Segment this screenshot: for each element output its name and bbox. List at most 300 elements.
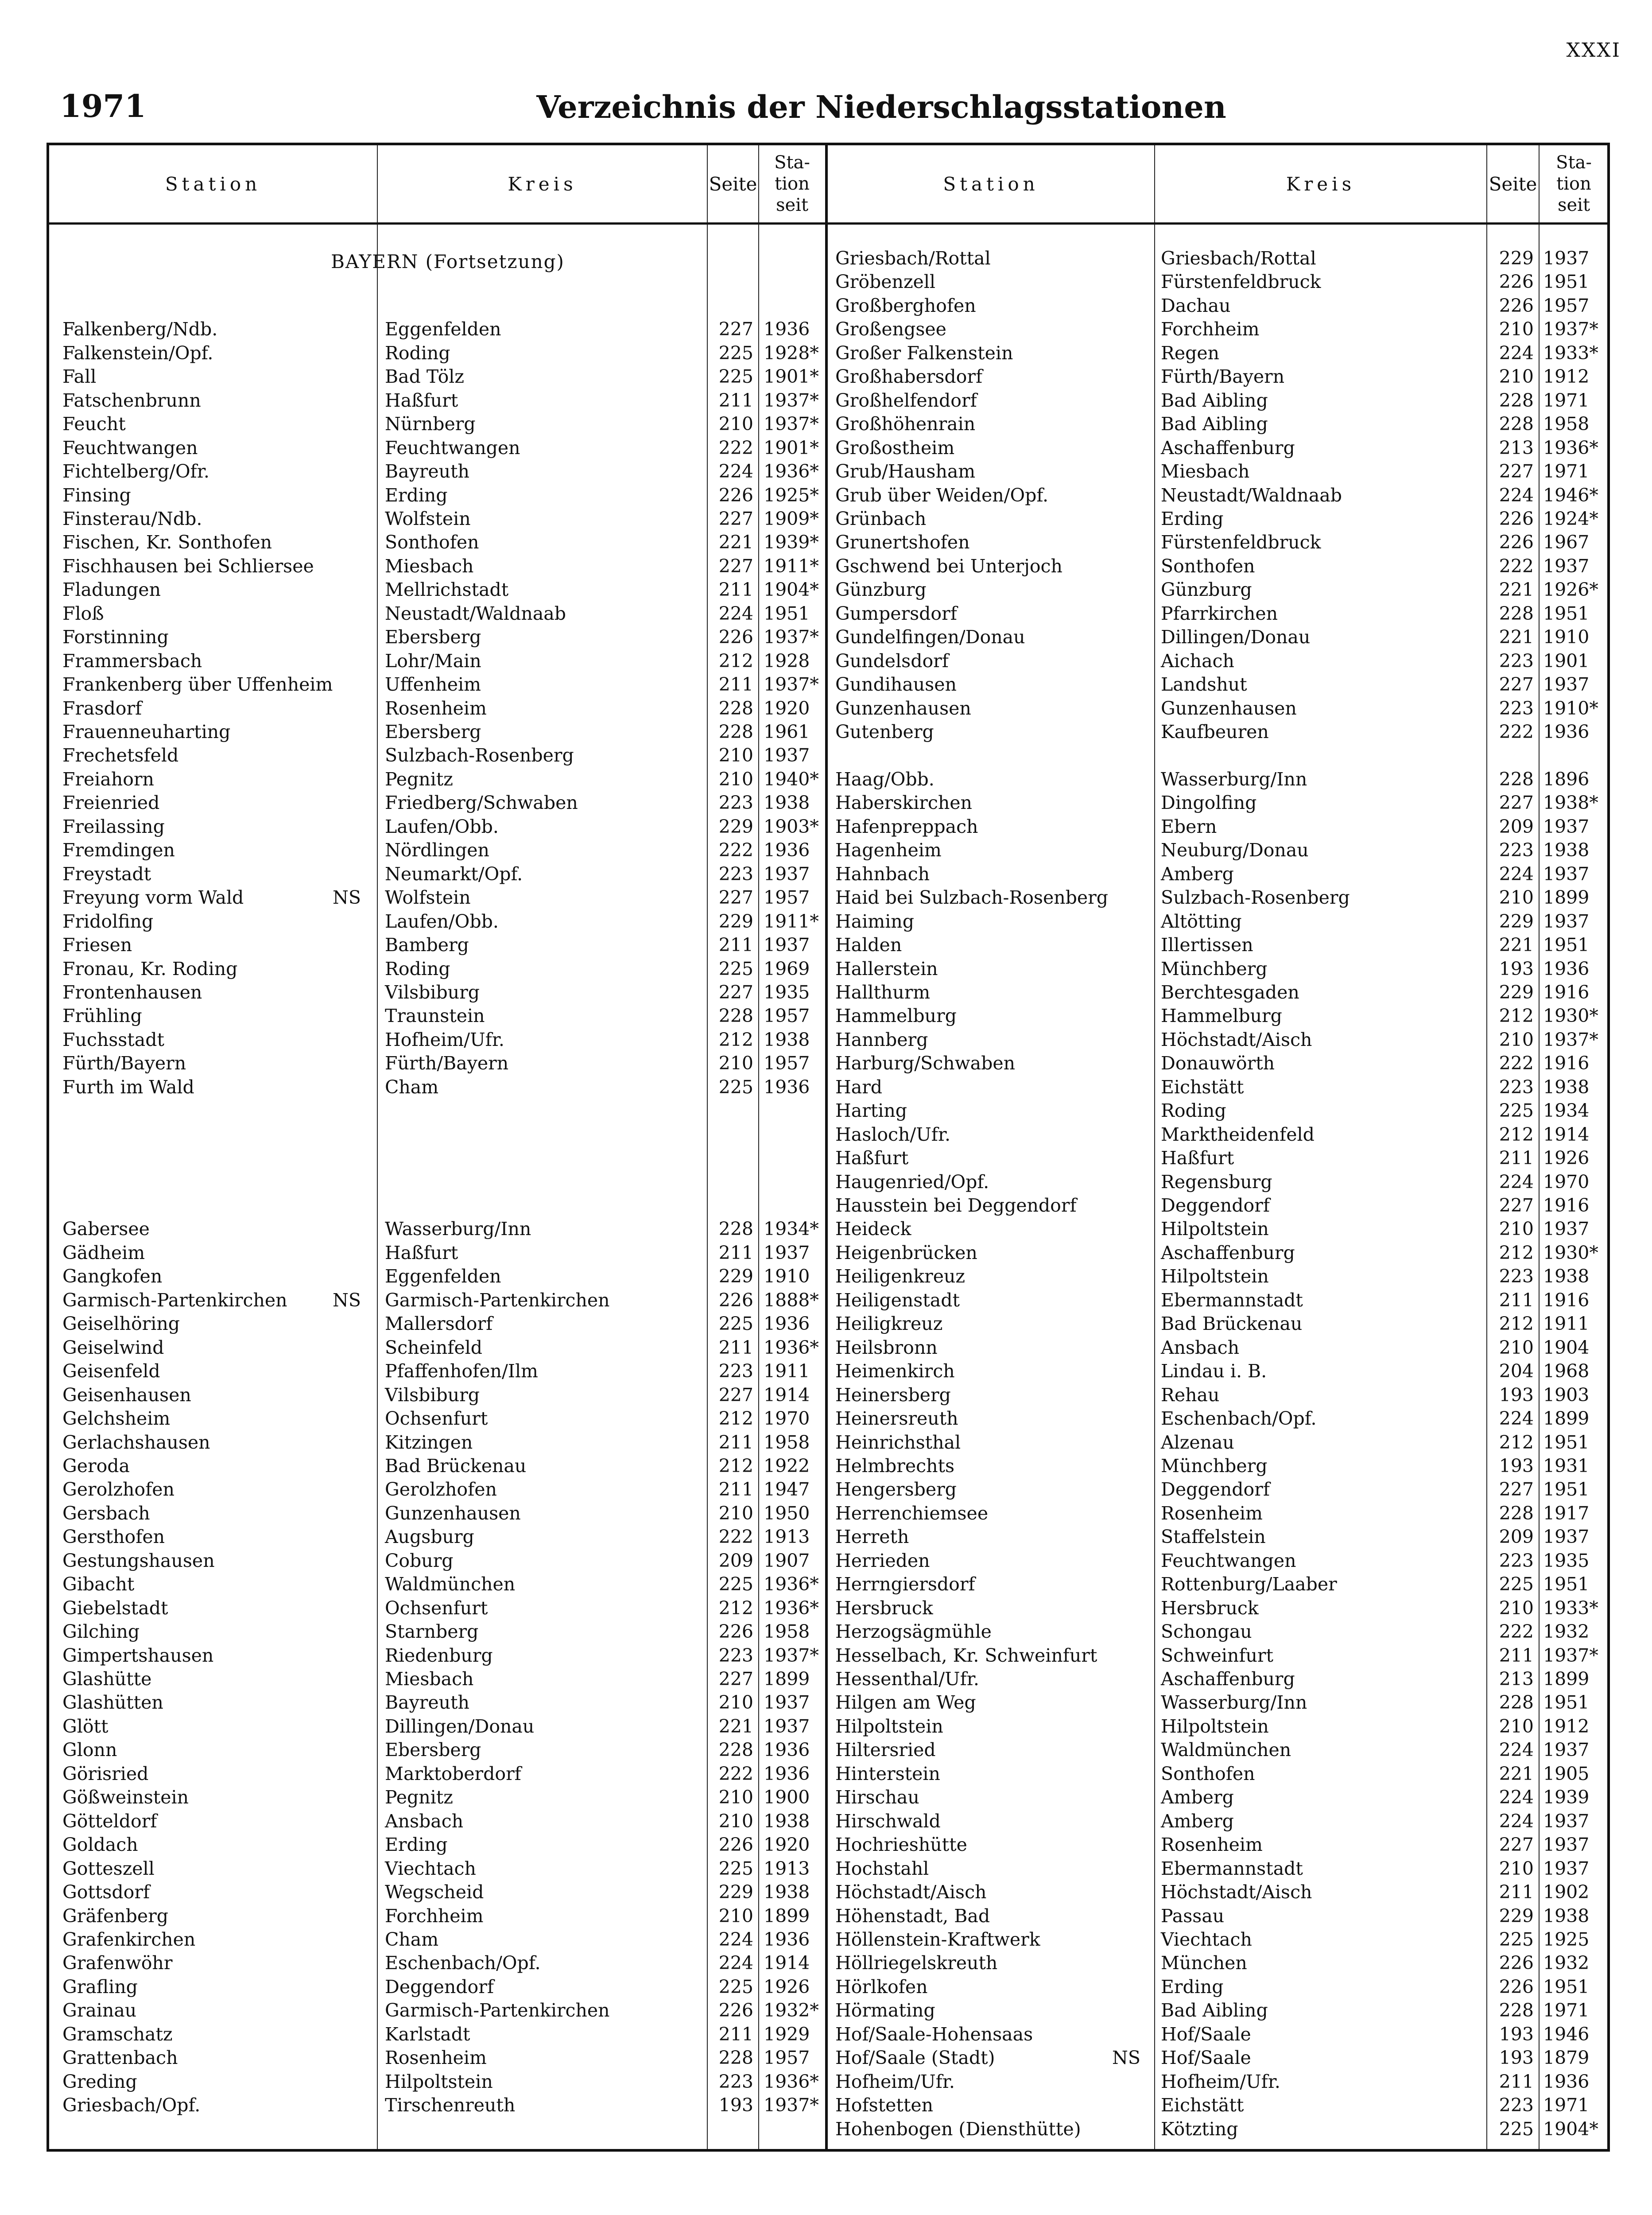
station-since: 1900 [764,1787,810,1808]
station-since: 1937* [1543,1029,1598,1050]
seite-value: 210 [718,1905,753,1927]
header-seit-line: tion [775,174,810,194]
region-label: BAYERN (Fortsetzung) [331,251,565,272]
station-since: 1937 [764,1692,810,1714]
station-since: 1911 [1543,1313,1590,1335]
station-name: Großhabersdorf [835,366,983,388]
seite-value: 224 [1499,863,1534,885]
kreis-name: Eschenbach/Opf. [1161,1408,1317,1430]
kreis-name: Friedberg/Schwaben [385,792,578,814]
station-name: Gerolzhofen [62,1479,175,1500]
header-seit-line: Sta- [1556,152,1592,173]
station-since: 1951 [1543,934,1590,956]
station-name: Falkenberg/Ndb. [62,319,218,340]
kreis-name: Erding [1161,1976,1224,1997]
station-name: Grafling [62,1976,138,1997]
station-name: Gerlachshausen [62,1431,210,1453]
kreis-name: Haßfurt [385,389,458,411]
seite-value: 193 [718,2095,753,2116]
station-since: 1936* [764,461,819,482]
kreis-name: Roding [385,958,450,979]
kreis-name: München [1161,1952,1247,1974]
kreis-name: Hersbruck [1161,1597,1259,1619]
kreis-name: Bayreuth [385,461,469,482]
station-name: Götteldorf [62,1810,157,1832]
kreis-name: Lindau i. B. [1161,1360,1267,1382]
station-since: 1957 [764,2047,810,2069]
seite-value: 221 [1499,626,1534,648]
kreis-name: Fürstenfeldbruck [1161,532,1321,553]
kreis-name: Coburg [385,1550,454,1571]
station-name: Gimpertshausen [62,1644,214,1666]
col-divider [1154,145,1155,2149]
kreis-name: Miesbach [385,555,474,577]
seite-value: 225 [718,1857,753,1879]
kreis-name: Roding [1161,1100,1226,1122]
station-name: Freiahorn [62,768,154,790]
seite-value: 224 [718,461,753,482]
seite-value: 221 [1499,1763,1534,1784]
station-name: Großer Falkenstein [835,342,1013,364]
station-since: 1971 [1543,389,1590,411]
station-name: Hausstein bei Deggendorf [835,1195,1077,1216]
kreis-name: Bad Tölz [385,366,465,388]
station-since: 1913 [764,1526,810,1548]
station-since: 1909* [764,508,819,529]
station-since: 1950 [764,1502,810,1524]
seite-value: 227 [1499,1479,1534,1500]
station-since: 1970 [764,1408,810,1430]
seite-value: 209 [718,1550,753,1571]
kreis-name: Dingolfing [1161,792,1257,814]
station-name: Fichtelberg/Ofr. [62,461,209,482]
station-since: 1938 [764,792,810,814]
station-name: Fürth/Bayern [62,1053,186,1074]
seite-value: 193 [1499,1384,1534,1406]
station-since: 1946 [1543,2023,1590,2045]
station-name: Herrngiersdorf [835,1574,975,1595]
station-since: 1899 [1543,1668,1590,1690]
header-seit-line: Sta- [774,152,810,173]
station-name: Frauenneuharting [62,721,231,742]
kreis-name: Cham [385,1076,439,1098]
kreis-name: Amberg [1161,1787,1234,1808]
seite-value: 228 [1499,768,1534,790]
station-since: 1899 [764,1905,810,1927]
station-name: Helmbrechts [835,1455,955,1477]
seite-value: 211 [718,1242,753,1263]
station-since: 1936 [1543,958,1590,979]
station-since: 1951 [1543,1431,1590,1453]
seite-value: 222 [1499,1621,1534,1643]
seite-value: 212 [1499,1123,1534,1145]
station-name: Heiligkreuz [835,1313,943,1335]
station-since: 1899 [764,1668,810,1690]
station-since: 1910* [1543,697,1598,719]
station-name: Grub über Weiden/Opf. [835,484,1049,506]
station-since: 1914 [764,1384,810,1406]
seite-value: 227 [718,555,753,577]
station-name: Falkenstein/Opf. [62,342,213,364]
seite-value: 224 [1499,1408,1534,1430]
seite-value: 211 [718,389,753,411]
station-since: 1951 [1543,1692,1590,1714]
station-since: 1937 [1543,674,1590,696]
seite-value: 210 [1499,319,1534,340]
station-name: Frontenhausen [62,981,202,1003]
kreis-name: Neumarkt/Opf. [385,863,523,885]
kreis-name: Ebersberg [385,721,481,742]
station-name: Halden [835,934,902,956]
seite-value: 225 [1499,1574,1534,1595]
kreis-name: Sonthofen [385,532,479,553]
center-divider [825,145,828,2149]
station-name: Gabersee [62,1218,150,1240]
station-since: 1936 [1543,2071,1590,2092]
kreis-name: Ebersberg [385,1739,481,1761]
kreis-name: Ebermannstadt [1161,1289,1303,1311]
station-name: Gräfenberg [62,1905,168,1927]
kreis-name: Haßfurt [1161,1147,1234,1169]
ns-marker: NS [1112,2047,1140,2069]
seite-value: 222 [718,839,753,861]
station-name: Großberghofen [835,295,976,316]
station-name: Freyung vorm Wald [62,887,244,909]
station-name: Hallerstein [835,958,938,979]
header-rule [49,222,1607,225]
station-since: 1903 [1543,1384,1590,1406]
station-since: 1938 [764,1810,810,1832]
station-since: 1937* [764,674,819,696]
station-since: 1937 [1543,1218,1590,1240]
station-name: Hirschau [835,1787,919,1808]
station-since: 1911 [764,1360,810,1382]
seite-value: 228 [718,1005,753,1027]
seite-value: 224 [1499,1739,1534,1761]
station-name: Freystadt [62,863,151,885]
station-since: 1937 [1543,910,1590,932]
seite-value: 209 [1499,816,1534,837]
header-seite-right: Seite [1489,173,1537,195]
kreis-name: Erding [385,484,448,506]
seite-value: 224 [1499,1810,1534,1832]
station-name: Hofstetten [835,2095,934,2116]
seite-value: 210 [718,1810,753,1832]
kreis-name: Garmisch-Partenkirchen [385,1289,610,1311]
station-name: Frankenberg über Uffenheim [62,674,333,696]
station-since: 1901 [1543,650,1590,672]
seite-value: 211 [718,2023,753,2045]
seite-value: 226 [1499,295,1534,316]
seite-value: 227 [1499,461,1534,482]
kreis-name: Viechtach [385,1857,476,1879]
seite-value: 222 [1499,1053,1534,1074]
kreis-name: Pfaffenhofen/Ilm [385,1360,538,1382]
station-name: Hohenbogen (Diensthütte) [835,2118,1081,2140]
seite-value: 224 [1499,342,1534,364]
station-name: Hirschwald [835,1810,941,1832]
seite-value: 212 [1499,1431,1534,1453]
station-name: Forstinning [62,626,169,648]
kreis-name: Griesbach/Rottal [1161,248,1316,269]
seite-value: 222 [1499,721,1534,742]
seite-value: 223 [718,863,753,885]
kreis-name: Fürth/Bayern [1161,366,1285,388]
seite-value: 221 [718,532,753,553]
kreis-name: Hilpoltstein [1161,1218,1269,1240]
seite-value: 193 [1499,1455,1534,1477]
station-since: 1924* [1543,508,1598,529]
kreis-name: Kitzingen [385,1431,473,1453]
station-since: 1937* [764,413,819,435]
kreis-name: Eggenfelden [385,1266,501,1287]
station-since: 1937 [764,863,810,885]
kreis-name: Rottenburg/Laaber [1161,1574,1337,1595]
header-seite-left: Seite [709,173,757,195]
seite-value: 226 [1499,508,1534,529]
station-since: 1937 [764,745,810,766]
station-name: Glashütten [62,1692,163,1714]
kreis-name: Waldmünchen [385,1574,516,1595]
station-since: 1937* [764,626,819,648]
seite-value: 210 [718,413,753,435]
kreis-name: Traunstein [385,1005,485,1027]
station-since: 1958 [1543,413,1590,435]
station-name: Geroda [62,1455,130,1477]
station-name: Hörlkofen [835,1976,928,1997]
seite-value: 228 [1499,602,1534,624]
kreis-name: Ansbach [385,1810,464,1832]
station-since: 1937 [1543,1857,1590,1879]
seite-value: 226 [718,2000,753,2021]
station-name: Feuchtwangen [62,437,198,459]
seite-value: 223 [1499,697,1534,719]
station-since: 1932* [764,2000,819,2021]
kreis-name: Scheinfeld [385,1337,483,1358]
station-since: 1938 [764,1881,810,1903]
seite-value: 212 [718,1455,753,1477]
seite-value: 228 [1499,2000,1534,2021]
kreis-name: Miesbach [385,1668,474,1690]
header-seit-line: tion [1556,174,1591,194]
station-name: Hof/Saale (Stadt) [835,2047,995,2069]
seite-value: 210 [1499,1218,1534,1240]
seite-value: 226 [718,626,753,648]
kreis-name: Nürnberg [385,413,476,435]
seite-value: 225 [718,1313,753,1335]
station-since: 1935 [764,981,810,1003]
seite-value: 225 [718,1574,753,1595]
station-since: 1896 [1543,768,1590,790]
seite-value: 210 [1499,1857,1534,1879]
station-since: 1907 [764,1550,810,1571]
seite-value: 211 [1499,1289,1534,1311]
page-number: XXXI [1566,39,1621,62]
station-since: 1931 [1543,1455,1590,1477]
seite-value: 223 [718,1360,753,1382]
station-since: 1929 [764,2023,810,2045]
station-since: 1905 [1543,1763,1590,1784]
station-name: Hahnbach [835,863,930,885]
station-name: Hafenpreppach [835,816,978,837]
kreis-name: Dachau [1161,295,1231,316]
kreis-name: Aschaffenburg [1161,1242,1295,1263]
station-name: Fladungen [62,579,161,601]
seite-value: 227 [718,887,753,909]
station-name: Fatschenbrunn [62,389,201,411]
station-name: Herrenchiemsee [835,1502,989,1524]
station-name: Finsterau/Ndb. [62,508,202,529]
seite-value: 193 [1499,2023,1534,2045]
kreis-name: Hilpoltstein [1161,1715,1269,1737]
station-name: Großhöhenrain [835,413,976,435]
station-name: Gersbach [62,1502,150,1524]
station-name: Geiselwind [62,1337,164,1358]
kreis-name: Sulzbach-Rosenberg [385,745,574,766]
station-name: Harting [835,1100,907,1122]
kreis-name: Laufen/Obb. [385,910,499,932]
station-name: Hörmating [835,2000,935,2021]
seite-value: 229 [1499,248,1534,269]
kreis-name: Aschaffenburg [1161,1668,1295,1690]
kreis-name: Fürstenfeldbruck [1161,271,1321,293]
station-name: Gersthofen [62,1526,165,1548]
station-since: 1916 [1543,1195,1590,1216]
seite-value: 227 [718,1384,753,1406]
kreis-name: Höchstadt/Aisch [1161,1029,1312,1050]
seite-value: 221 [718,1715,753,1737]
seite-value: 223 [718,2071,753,2092]
station-since: 1903* [764,816,819,837]
seite-value: 227 [718,981,753,1003]
kreis-name: Aichach [1161,650,1234,672]
station-name: Hagenheim [835,839,942,861]
station-since: 1951 [1543,1976,1590,1997]
station-since: 1933* [1543,1597,1598,1619]
seite-value: 210 [1499,1597,1534,1619]
station-name: Feucht [62,413,126,435]
station-name: Geisenhausen [62,1384,191,1406]
station-since: 1937 [1543,1739,1590,1761]
station-since: 1916 [1543,1053,1590,1074]
kreis-name: Regen [1161,342,1220,364]
station-since: 1957 [764,1005,810,1027]
seite-value: 226 [718,1834,753,1856]
kreis-name: Schweinfurt [1161,1644,1273,1666]
station-since: 1926* [1543,579,1598,601]
seite-value: 228 [718,721,753,742]
kreis-name: Erding [385,1834,448,1856]
station-since: 1938 [764,1029,810,1050]
station-since: 1936 [764,1928,810,1950]
seite-value: 193 [1499,2047,1534,2069]
station-name: Fronau, Kr. Roding [62,958,238,979]
station-since: 1938 [1543,1266,1590,1287]
station-name: Gutenberg [835,721,934,742]
station-since: 1911* [764,910,819,932]
seite-value: 204 [1499,1360,1534,1382]
kreis-name: Ochsenfurt [385,1597,488,1619]
station-since: 1957 [764,887,810,909]
seite-value: 210 [718,1787,753,1808]
seite-value: 210 [718,768,753,790]
station-name: Gschwend bei Unterjoch [835,555,1063,577]
ns-marker: NS [333,887,361,909]
station-name: Frühling [62,1005,142,1027]
kreis-name: Münchberg [1161,958,1268,979]
station-name: Großostheim [835,437,955,459]
kreis-name: Garmisch-Partenkirchen [385,2000,610,2021]
station-name: Fuchsstadt [62,1029,164,1050]
station-since: 1888* [764,1289,819,1311]
station-since: 1968 [1543,1360,1590,1382]
station-name: Hilgen am Weg [835,1692,976,1714]
station-name: Haberskirchen [835,792,972,814]
seite-value: 222 [718,1526,753,1548]
station-name: Höllriegelskreuth [835,1952,998,1974]
header-kreis-right: Kreis [1286,173,1356,195]
station-name: Heimenkirch [835,1360,955,1382]
station-name: Goldach [62,1834,138,1856]
station-name: Gundihausen [835,674,957,696]
seite-value: 228 [718,1739,753,1761]
seite-value: 223 [718,1644,753,1666]
station-since: 1937 [1543,1834,1590,1856]
kreis-name: Augsburg [385,1526,474,1548]
station-since: 1920 [764,1834,810,1856]
station-since: 1936* [764,1574,819,1595]
kreis-name: Marktheidenfeld [1161,1123,1315,1145]
station-name: Höhenstadt, Bad [835,1905,990,1927]
kreis-name: Hilpoltstein [1161,1266,1269,1287]
seite-value: 222 [1499,555,1534,577]
seite-value: 224 [1499,484,1534,506]
seite-value: 224 [718,1928,753,1950]
seite-value: 212 [1499,1313,1534,1335]
station-since: 1957 [1543,295,1590,316]
seite-value: 228 [718,1218,753,1240]
station-name: Frechetsfeld [62,745,179,766]
kreis-name: Wegscheid [385,1881,484,1903]
station-name: Gunzenhausen [835,697,971,719]
station-since: 1937 [764,1715,810,1737]
kreis-name: Bad Brückenau [385,1455,527,1477]
station-since: 1938 [1543,1076,1590,1098]
kreis-name: Bamberg [385,934,469,956]
kreis-name: Eschenbach/Opf. [385,1952,541,1974]
seite-value: 212 [718,1029,753,1050]
station-name: Frasdorf [62,697,142,719]
station-since: 1937* [1543,319,1598,340]
seite-value: 223 [1499,1550,1534,1571]
seite-value: 221 [1499,579,1534,601]
station-since: 1937* [764,1644,819,1666]
station-name: Gelchsheim [62,1408,171,1430]
seite-value: 210 [718,1053,753,1074]
station-since: 1914 [764,1952,810,1974]
station-since: 1936* [764,1597,819,1619]
station-since: 1971 [1543,461,1590,482]
station-since: 1912 [1543,1715,1590,1737]
seite-value: 224 [1499,1787,1534,1808]
seite-value: 223 [1499,1266,1534,1287]
station-since: 1934* [764,1218,819,1240]
station-name: Haßfurt [835,1147,909,1169]
station-name: Hochstahl [835,1857,929,1879]
seite-value: 213 [1499,437,1534,459]
station-since: 1899 [1543,1408,1590,1430]
seite-value: 224 [718,602,753,624]
